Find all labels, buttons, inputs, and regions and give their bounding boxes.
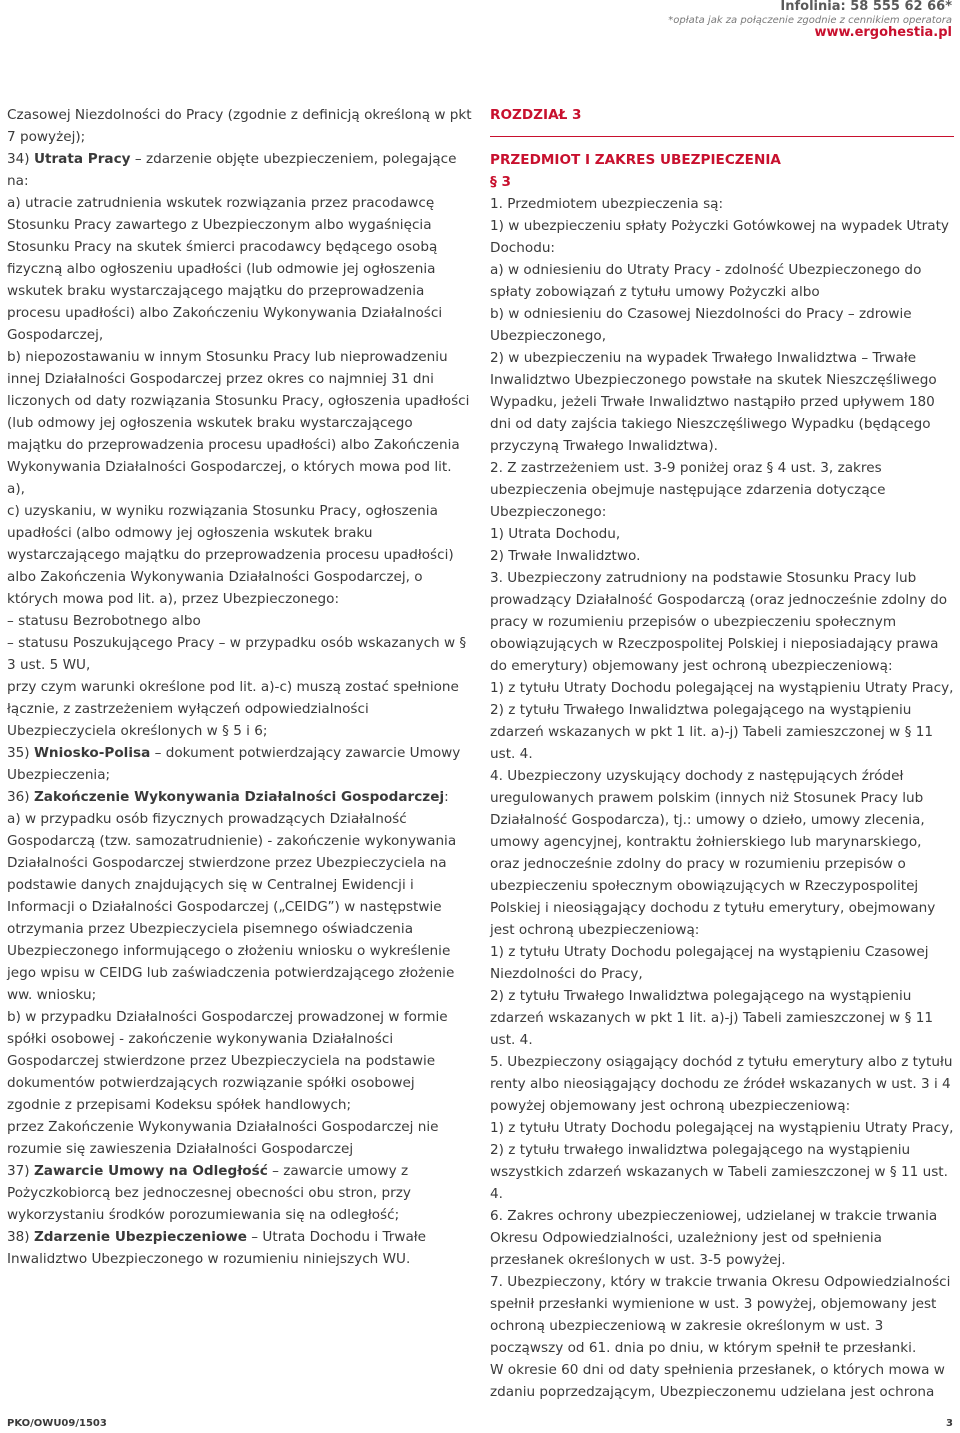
paragraph: 3. Ubezpieczony zatrudniony na podstawie Stosunku Pracy lub prowadzący Działalność Gospodarczą (oraz jednocześnie zdolny do pracy w rozumieniu przepisów o ubezpieczeniu społecznym obowiązujących w Rzeczpospolitej Polskiej i nieposiadający prawa do emerytury) objemowany jest ochroną ubezpieczeniową: bbox=[490, 570, 948, 674]
paragraph: b) niepozostawaniu w innym Stosunku Pracy lub nieprowadzeniu innej Działalności Gospodarczej przez okres co najmniej 31 dni liczonych od daty rozwiązania Stosunku Pracy, ogłoszenia upadłości (lub odmowy jej ogłoszenia wskutek braku wystarczającego majątku do przeprowadzenia procesu upadłości) albo Zakończenia Wykonywania Działalności Gospodarczej, o których mowa pod lit. a), bbox=[7, 349, 470, 497]
paragraph: 2) w ubezpieczeniu na wypadek Trwałego Inwalidztwa – Trwałe Inwalidztwo Ubezpieczonego powstałe na skutek Nieszczęśliwego Wypadku, jeżeli Trwałe Inwalidztwo nastąpiło przed upływem 180 dni od daty zajścia takiego Nieszczęśliwego Wypadku (będącego przyczyną Trwałego Inwalidztwa). bbox=[490, 350, 937, 454]
page-number: 3 bbox=[946, 1418, 953, 1429]
definition-wniosko-polisa: 35) Wniosko-Polisa – dokument potwierdzający zawarcie Umowy Ubezpieczenia; bbox=[7, 745, 461, 783]
paragraph: przez Zakończenie Wykonywania Działalności Gospodarczej nie rozumie się zawieszenia Działalności Gospodarczej bbox=[7, 1119, 439, 1157]
heading-divider bbox=[490, 136, 954, 137]
paragraph: – statusu Poszukującego Pracy – w przypadku osób wskazanych w § 3 ust. 5 WU, bbox=[7, 635, 467, 673]
paragraph: 1. Przedmiotem ubezpieczenia są: bbox=[490, 196, 724, 212]
paragraph: Czasowej Niezdolności do Pracy (zgodnie z definicją określoną w pkt 7 powyżej); bbox=[7, 107, 472, 145]
section-number: § 3 bbox=[490, 174, 511, 190]
call-cost-note: *opłata jak za połączenie zgodnie z cennikiem operatora bbox=[668, 14, 952, 26]
paragraph: a) utracie zatrudnienia wskutek rozwiązania przez pracodawcę Stosunku Pracy zawartego z Ubezpieczonym albo wygaśnięcia Stosunku Pracy na skutek śmierci pracodawcy będącego osobą fizyczną albo ogłoszeniu upadłości (lub odmowie jej ogłoszenia wskutek braku wystarczającego majątku do przeprowadzenia procesu upadłości) albo Zakończeniu Wykonywania Działalności Gospodarczej, bbox=[7, 195, 443, 343]
paragraph: 5. Ubezpieczony osiągający dochód z tytułu emerytury albo z tytułu renty albo nieosiągający dochodu ze źródeł wskazanych w ust. 3 i 4 powyżej objemowany jest ochroną ubezpieczeniową: bbox=[490, 1054, 953, 1114]
paragraph: 2) z tytułu Trwałego Inwalidztwa polegającego na wystąpieniu zdarzeń wskazanych w pkt 1 lit. a)-j) Tabeli zamieszczonej w § 11 ust. 4. bbox=[490, 988, 934, 1048]
section-title: PRZEDMIOT I ZAKRES UBEZPIECZENIA bbox=[490, 152, 781, 168]
document-code: PKO/OWU09/1503 bbox=[7, 1418, 107, 1429]
paragraph: 2. Z zastrzeżeniem ust. 3-9 poniżej oraz § 4 ust. 3, zakres ubezpieczenia obejmuje następujące zdarzenia dotyczące Ubezpieczonego: bbox=[490, 460, 886, 520]
definition-utrata-pracy: 34) Utrata Pracy – zdarzenie objęte ubezpieczeniem, polegające na: bbox=[7, 151, 457, 189]
website-link[interactable]: www.ergohestia.pl bbox=[814, 25, 952, 41]
paragraph: W okresie 60 dni od daty spełnienia przesłanek, o których mowa w zdaniu poprzedzającym, Ubezpieczonemu udzielana jest ochrona bbox=[490, 1362, 945, 1400]
paragraph: 2) z tytułu Trwałego Inwalidztwa polegającego na wystąpieniu zdarzeń wskazanych w pkt 1 lit. a)-j) Tabeli zamieszczonej w § 11 ust. 4. bbox=[490, 702, 934, 762]
hotline-text: Infolinia: 58 555 62 66* bbox=[780, 0, 952, 14]
paragraph: b) w odniesieniu do Czasowej Niezdolności do Pracy – zdrowie Ubezpieczonego, bbox=[490, 306, 912, 344]
paragraph: 1) z tytułu Utraty Dochodu polegającej na wystąpieniu Utraty Pracy, bbox=[490, 680, 954, 696]
definition-zdarzenie-ubezpieczeniowe: 38) Zdarzenie Ubezpieczeniowe – Utrata Dochodu i Trwałe Inwalidztwo Ubezpieczonego w rozumieniu niniejszych WU. bbox=[7, 1229, 427, 1267]
definition-zakonczenie-dzialalnosci: 36) Zakończenie Wykonywania Działalności Gospodarczej: bbox=[7, 789, 449, 805]
chapter-heading: ROZDZIAŁ 3 bbox=[490, 107, 582, 123]
right-column bbox=[490, 104, 954, 1403]
paragraph: 1) Utrata Dochodu, bbox=[490, 526, 621, 542]
definition-zawarcie-umowy: 37) Zawarcie Umowy na Odległość – zawarcie umowy z Pożyczkobiorcą bez jednoczesnej obecności obu stron, przy wykorzystaniu środków porozumiewania się na odległość; bbox=[7, 1163, 411, 1223]
paragraph: 4. Ubezpieczony uzyskujący dochody z następujących źródeł uregulowanych prawem polskim (innych niż Stosunek Pracy lub Działalność Gospodarcza), tj.: umowy o dzieło, umowy zlecenia, umowy agencyjnej, kontraktu żołnierskiego lub marynarskiego, oraz jednocześnie zdolny do pracy w rozumieniu przepisów o ubezpieczeniu społecznym obowiązujących w Rzeczypospolitej Polskiej i nieosiągający dochodu z tytułu emerytury, obejmowany jest ochroną ubezpieczeniową: bbox=[490, 768, 936, 938]
page-header bbox=[668, 0, 952, 41]
paragraph: – statusu Bezrobotnego albo bbox=[7, 613, 201, 629]
paragraph: c) uzyskaniu, w wyniku rozwiązania Stosunku Pracy, ogłoszenia upadłości (albo odmowy jej ogłoszenia wskutek braku wystarczającego majątku do przeprowadzenia procesu upadłości) albo Zakończenia Wykonywania Działalności Gospodarczej, o których mowa pod lit. a), przez Ubezpieczonego: bbox=[7, 503, 454, 607]
left-column bbox=[7, 104, 472, 1270]
paragraph: 1) z tytułu Utraty Dochodu polegającej na wystąpieniu Czasowej Niezdolności do Pracy, bbox=[490, 944, 929, 982]
paragraph: 1) z tytułu Utraty Dochodu polegającej na wystąpieniu Utraty Pracy, bbox=[490, 1120, 954, 1136]
paragraph: 1) w ubezpieczeniu spłaty Pożyczki Gotówkowej na wypadek Utraty Dochodu: bbox=[490, 218, 949, 256]
paragraph: 2) Trwałe Inwalidztwo. bbox=[490, 548, 641, 564]
paragraph: 6. Zakres ochrony ubezpieczeniowej, udzielanej w trakcie trwania Okresu Odpowiedzialności, uzależniony jest od spełnienia przesłanek określonych w ust. 3-5 powyżej. bbox=[490, 1208, 938, 1268]
paragraph: 7. Ubezpieczony, który w trakcie trwania Okresu Odpowiedzialności spełnił przesłanki wymienione w ust. 3 powyżej, objemowany jest ochroną ubezpieczeniową w zakresie określonym w ust. 3 począwszy od 61. dnia po dniu, w którym spełnił te przesłanki. bbox=[490, 1274, 951, 1356]
paragraph: a) w odniesieniu do Utraty Pracy - zdolność Ubezpieczonego do spłaty zobowiązań z tytułu umowy Pożyczki albo bbox=[490, 262, 922, 300]
paragraph: b) w przypadku Działalności Gospodarczej prowadzonej w formie spółki osobowej - zakończenie wykonywania Działalności Gospodarczej stwierdzone przez Ubezpieczyciela na podstawie dokumentów potwierdzających rozwiązanie spółki osobowej zgodnie z przepisami Kodeksu spółek handlowych; bbox=[7, 1009, 448, 1113]
paragraph: a) w przypadku osób fizycznych prowadzących Działalność Gospodarczą (tzw. samozatrudnienie) - zakończenie wykonywania Działalności Gospodarczej stwierdzone przez Ubezpieczyciela na podstawie danych znajdujących się w Centralnej Ewidencji i Informacji o Działalności Gospodarczej („CEIDG”) w następstwie otrzymania przez Ubezpieczyciela pisemnego oświadczenia Ubezpieczonego informującego o złożeniu wniosku o wykreślenie jego wpisu w CEIDG lub zaświadczenia potwierdzającego złożenie ww. wniosku; bbox=[7, 811, 457, 1003]
paragraph: przy czym warunki określone pod lit. a)-c) muszą zostać spełnione łącznie, z zastrzeżeniem wyłączeń odpowiedzialności Ubezpieczyciela określonych w § 5 i 6; bbox=[7, 679, 459, 739]
paragraph: 2) z tytułu trwałego inwalidztwa polegającego na wystąpieniu wszystkich zdarzeń wskazanych w Tabeli zamieszczonej w § 11 ust. 4. bbox=[490, 1142, 948, 1202]
